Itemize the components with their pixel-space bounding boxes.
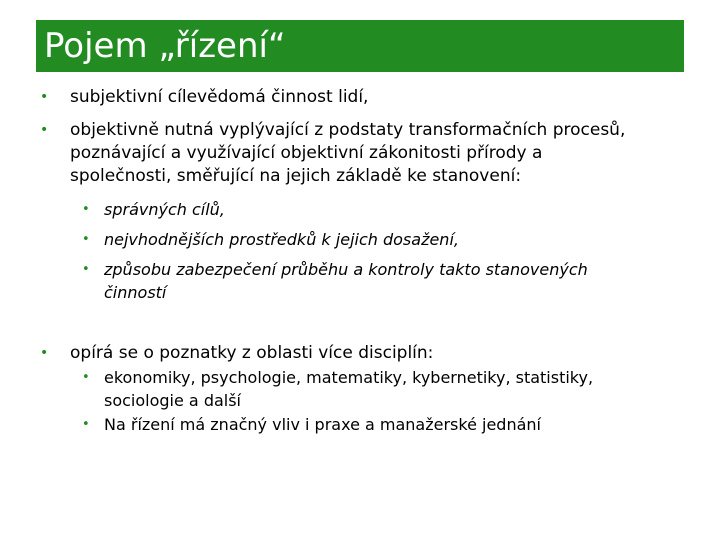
bullet-dot-icon: • (40, 345, 49, 361)
sub-bullet-item (82, 258, 694, 304)
bullet-dot-icon: • (82, 417, 90, 432)
sub-bullet-text-line: činností (104, 283, 167, 302)
bullet-text-line: poznávající a využívající objektivní zákonitosti přírody a (70, 143, 543, 163)
sub-bullet-text: Na řízení má značný vliv i praxe a manažerské jednání (104, 415, 541, 434)
sub-bullet-item (82, 198, 694, 221)
bullet-dot-icon: • (82, 232, 90, 247)
bullet-item (40, 342, 690, 365)
sub-bullet-text-line: sociologie a další (104, 391, 241, 410)
sub-bullet-item (82, 366, 694, 412)
bullet-item (40, 86, 690, 109)
bullet-dot-icon: • (82, 262, 90, 277)
bullet-dot-icon: • (40, 122, 49, 138)
sub-bullet-text-line: ekonomiky, psychologie, matematiky, kybernetiky, statistiky, (104, 368, 594, 387)
bullet-text: opírá se o poznatky z oblasti více disciplín: (70, 343, 434, 363)
sub-bullet-item (82, 228, 694, 251)
sub-bullet-text: nejvhodnějších prostředků k jejich dosažení, (104, 230, 459, 249)
bullet-dot-icon: • (82, 202, 90, 217)
bullet-item (40, 119, 690, 188)
bullet-dot-icon: • (82, 370, 90, 385)
sub-bullet-text-line: způsobu zabezpečení průběhu a kontroly takto stanovených (104, 260, 588, 279)
sub-bullet-text: správných cílů, (104, 200, 225, 219)
bullet-text: subjektivní cílevědomá činnost lidí, (70, 87, 369, 107)
bullet-dot-icon: • (40, 89, 49, 105)
bullet-text-line: objektivně nutná vyplývající z podstaty transformačních procesů, (70, 120, 626, 140)
title-bar (36, 20, 684, 72)
bullet-text-line: společnosti, směřující na jejich základě ke stanovení: (70, 166, 522, 186)
sub-bullet-item (82, 413, 694, 436)
slide-title: Pojem „řízení“ (44, 26, 286, 66)
